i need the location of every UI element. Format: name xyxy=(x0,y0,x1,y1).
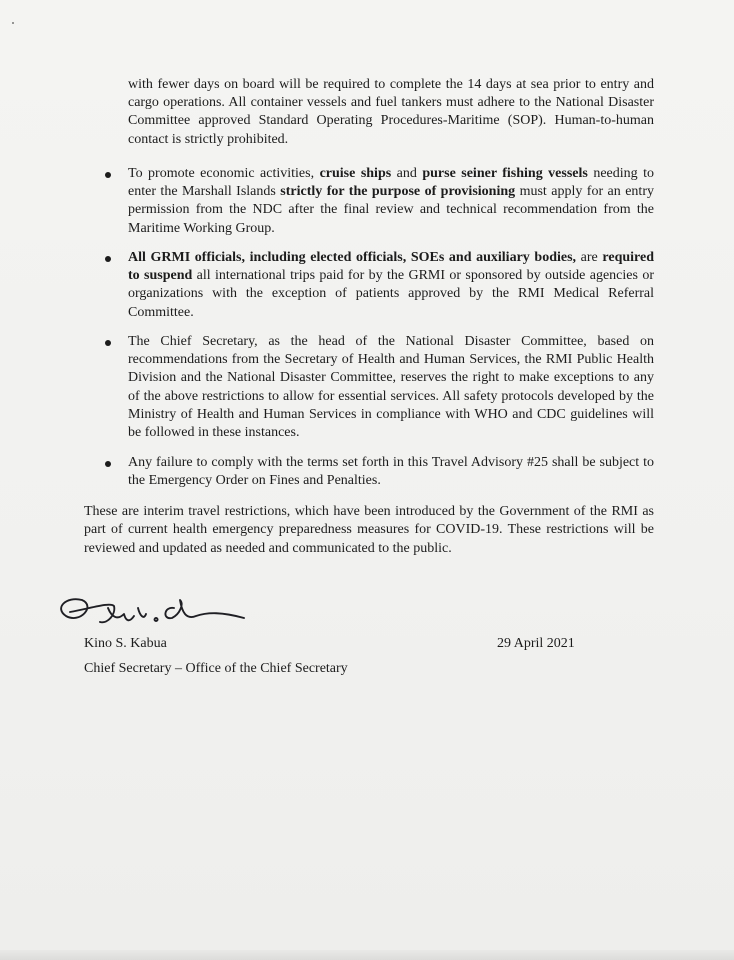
scan-speck xyxy=(12,22,14,24)
emphasized-text: purse seiner fishing vessels xyxy=(422,166,588,181)
bullet-dot xyxy=(105,256,111,262)
bullet-item-penalties xyxy=(128,454,654,490)
emphasized-text: strictly for the purpose of provisioning xyxy=(280,184,516,200)
emphasized-text: required to suspend xyxy=(128,250,654,284)
bullet-item-provisioning xyxy=(128,165,654,238)
emphasized-text: cruise ships xyxy=(319,166,392,181)
bullet-text: are xyxy=(576,250,603,265)
bullet-item-chief-secretary-exceptions xyxy=(128,333,654,442)
emphasized-text: All GRMI officials, including elected officials, SOEs and auxiliary bodies, xyxy=(128,250,577,265)
bullet-text: and xyxy=(391,166,423,181)
signer-title: Chief Secretary – Office of the Chief Secretary xyxy=(84,661,348,676)
document-date: 29 April 2021 xyxy=(497,636,575,651)
page-bottom-edge xyxy=(0,950,734,960)
bullet-item-officials-travel xyxy=(128,249,654,322)
signer-name: Kino S. Kabua xyxy=(84,636,167,651)
bullet-dot xyxy=(105,340,111,346)
bullet-text: Any failure to comply with the terms set forth in this Travel Advisory #25 shall be subject to the Emergency Order on Fines and Penalties. xyxy=(128,455,654,489)
bullet-text: all international trips paid for by the GRMI or sponsored by outside agencies or organizations with the exception of patients approved by the RMI Medical Referral Committee. xyxy=(128,268,654,320)
bullet-text: To promote economic activities, xyxy=(128,166,320,181)
bullet-dot xyxy=(105,461,111,467)
closing-paragraph: These are interim travel restrictions, which have been introduced by the Government of the RMI as part of current health emergency preparedness measures for COVID-19. These restrictions will be reviewed and updated as needed and communicated to the public. xyxy=(84,504,654,556)
bullet-text: must apply for an entry permission from the NDC after the final review and technical recommendation from the Maritime Working Group. xyxy=(128,184,654,236)
bullet-text: needing to enter the Marshall Islands xyxy=(128,166,654,200)
continuation-paragraph: with fewer days on board will be required to complete the 14 days at sea prior to entry and cargo operations. All container vessels and fuel tankers must adhere to the National Disaster Committee approved Standard Operating Procedures-Maritime (SOP). Human-to-human contact is strictly prohibited. xyxy=(128,77,654,147)
bullet-dot xyxy=(105,172,111,178)
handwritten-signature xyxy=(52,578,262,640)
bullet-text: The Chief Secretary, as the head of the National Disaster Committee, based on recommendations from the Secretary of Health and Human Services, the RMI Public Health Division and the National Disaster Committee, reserves the right to make exceptions to any of the above restrictions to allow for essential services. All safety protocols developed by the Ministry of Health and Human Services in compliance with WHO and CDC guidelines will be followed in these instances. xyxy=(128,334,654,441)
